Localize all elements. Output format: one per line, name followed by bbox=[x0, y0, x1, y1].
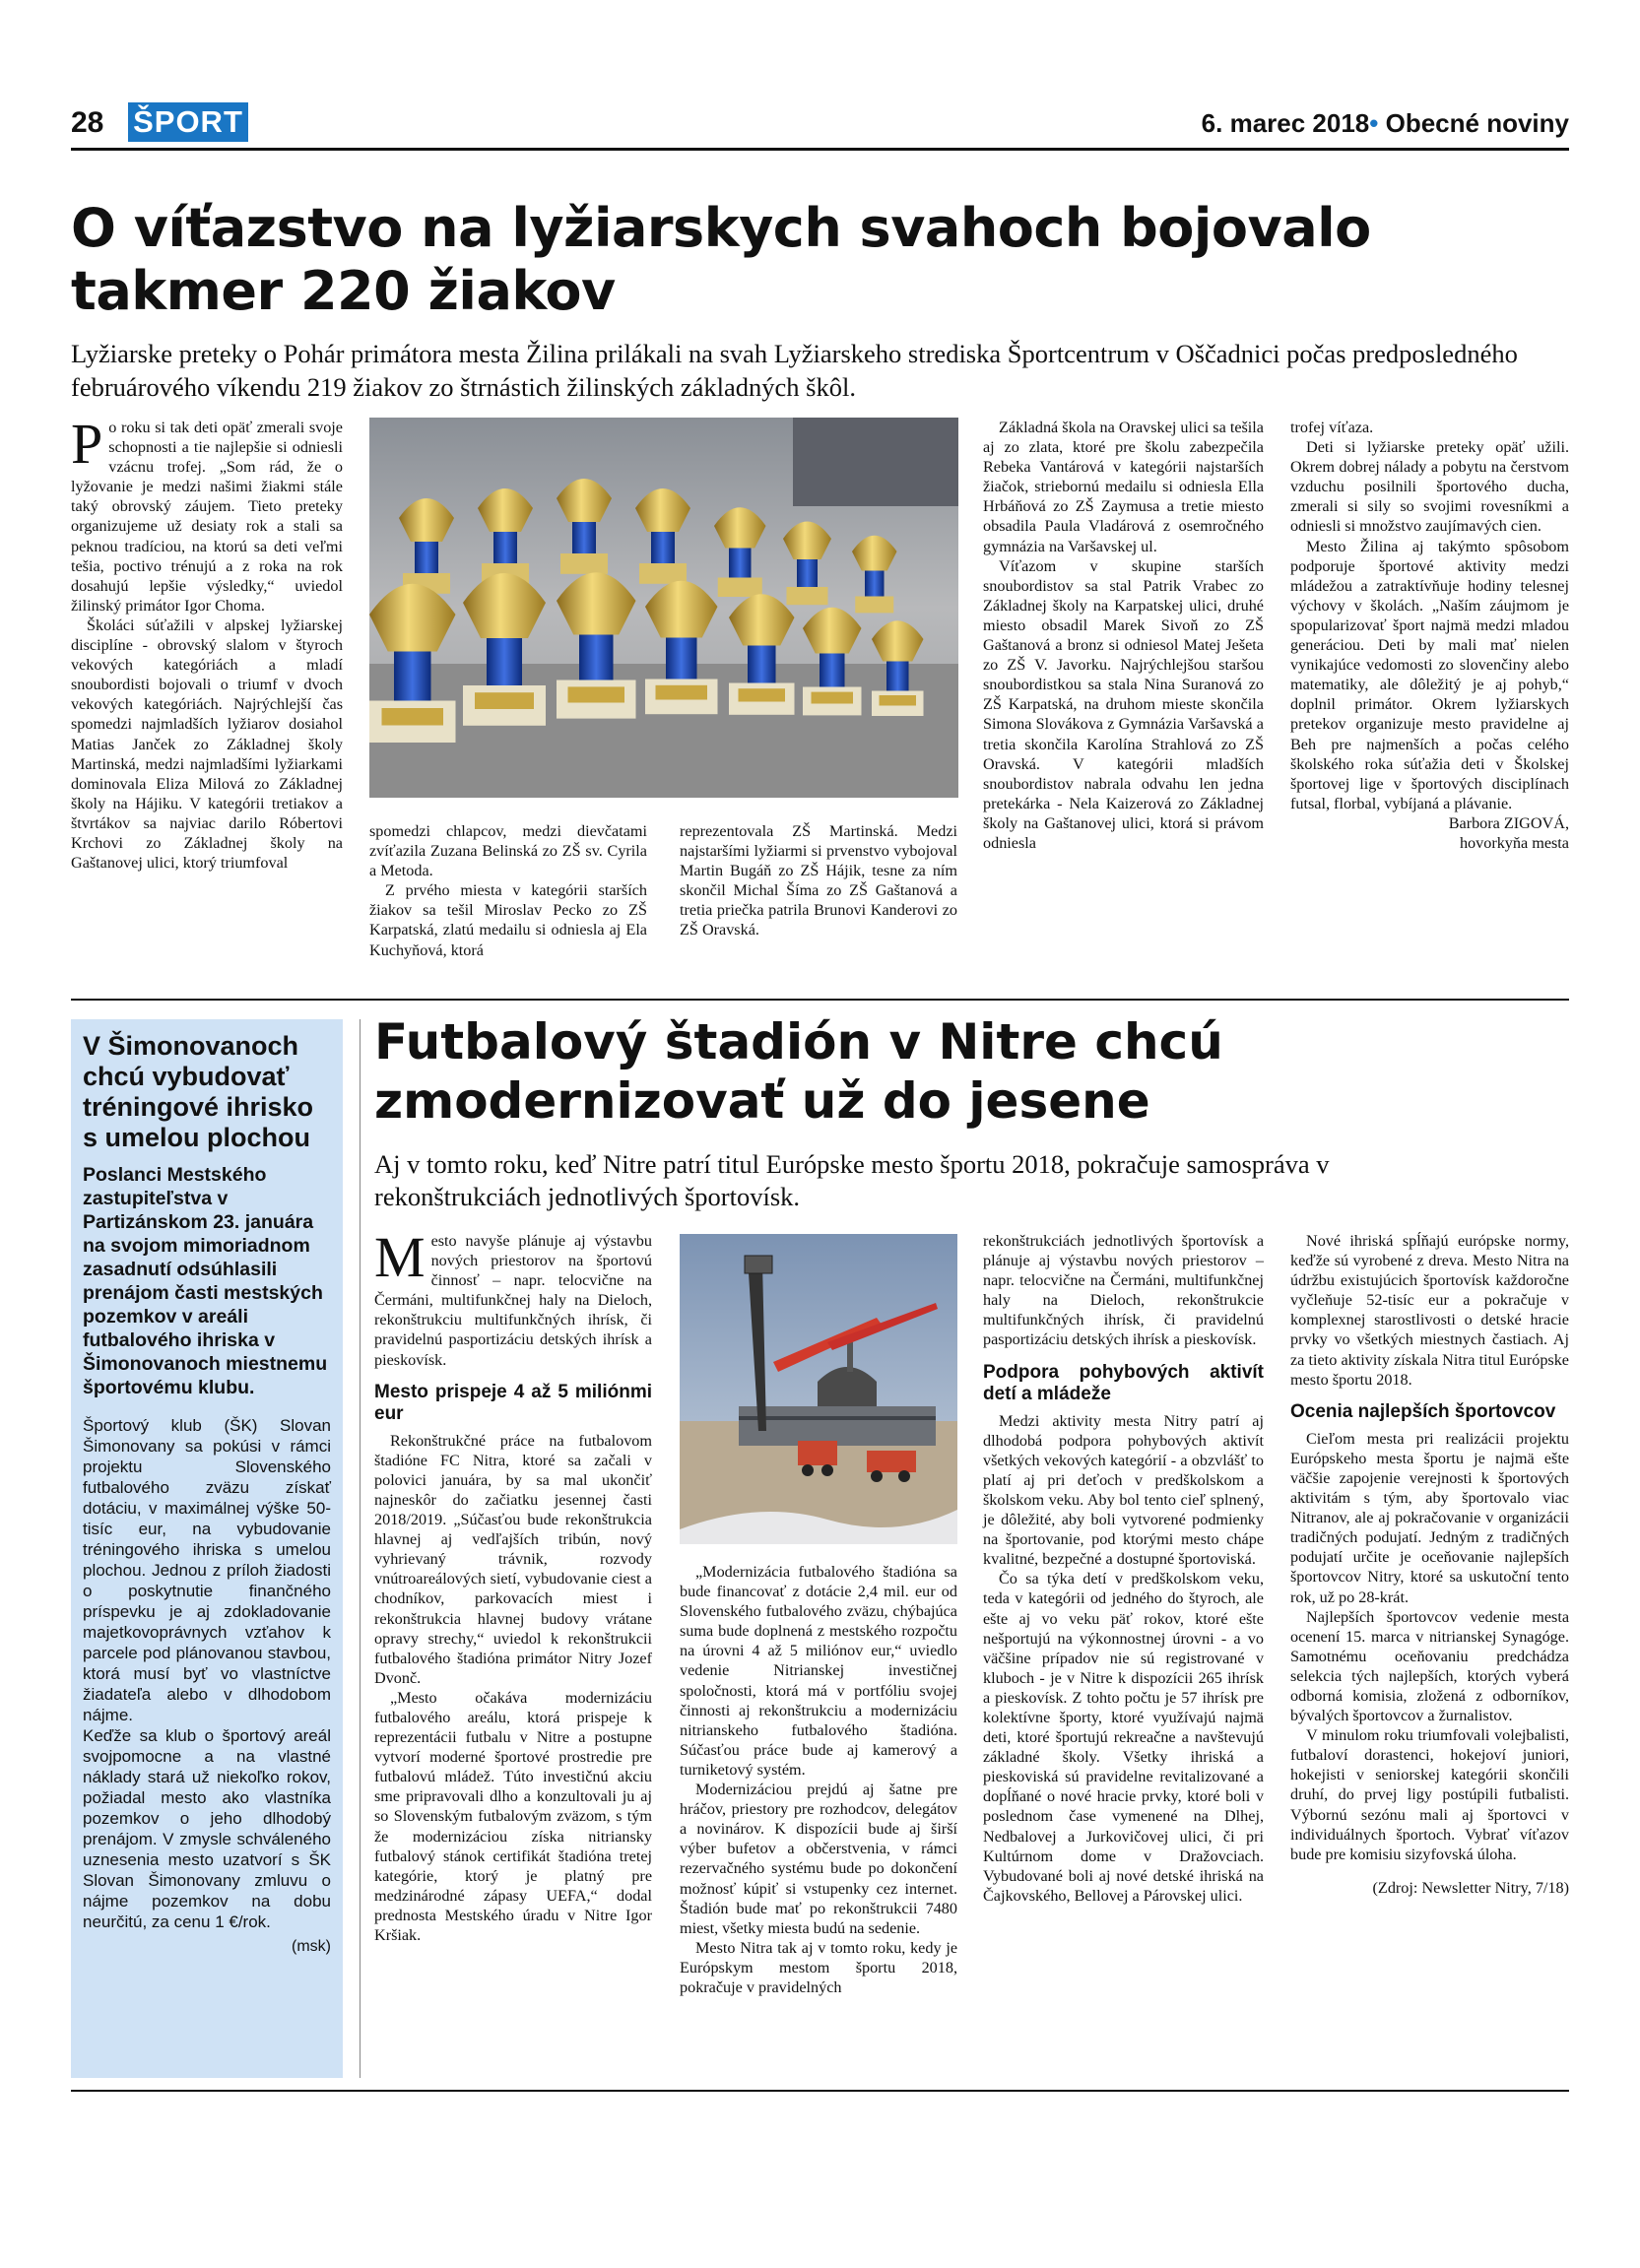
page-number: 28 bbox=[71, 106, 104, 139]
paragraph: reprezentovala ZŠ Martinská. Medzi najstaršími lyžiarmi si prvenstvo vybojoval Martin Bugáň zo ZŠ Hájik, tesne za ním skončil Michal Šíma zo ZŠ Gaštanová a tretia priečka patrila Brunovi Kanderovi zo ZŠ Oravská. bbox=[680, 822, 957, 940]
paragraph: Čo sa týka detí v predškolskom veku, teda v kategórii od jedného do štyroch, ale ešte aj vo veku päť rokov, ktoré ešte nešportujú na výkonnostnej úrovni - a vo väčšine prípadov nie sú registrované v kluboch - je v Nitre k dispozícii 265 ihrísk a pieskovísk. Z tohto počtu je 57 ihrísk pre kolektívne športy, ktoré využívajú najmä deti, ktoré športujú rekreačne a navštevujú základné školy. Všetky ihriská a pieskoviská sú pravidelne revitalizované a dopĺňané o nové hracie prvky, ktoré boli v poslednom čase vymenené na Dlhej, Nedbalovej a Jurkovičovej ulici, či pri Kultúrnom dome v Dražovciach. Vybudované boli aj nové detské ihriská na Čajkovského, Bellovej a Párovskej ulici. bbox=[983, 1570, 1264, 1905]
article1-column-3 bbox=[680, 821, 957, 940]
paragraph: esto navyše plánuje aj výstavbu nových priestorov na športovú činnosť – napr. telocvične na Čermáni, multifunkčnej haly na Dieloch, rekonštrukciu multifunkčných ihrísk, či pravidelnú pasportizáciu detských ihrísk a pieskovísk. bbox=[374, 1232, 652, 1369]
article2-source: (Zdroj: Newsletter Nitry, 7/18) bbox=[1372, 1878, 1569, 1897]
sidebar-signature: (msk) bbox=[292, 1938, 331, 1955]
paragraph: Modernizáciou prejdú aj šatne pre hráčov, priestory pre rozhodcov, delegátov a novinárov. K dispozícii bude aj širší výber bufetov a občerstvenia, v rámci rezervačného systému bude po dokončení možnosť kúpiť si vstupenky cez internet. Štadión bude mať po rekonštrukcii 7480 miest, všetky miesta budú na sedenie. bbox=[680, 1781, 957, 1937]
paragraph: Keďže sa klub o športový areál svojpomocne a na vlastné náklady stará už niekoľko rokov, požiadal mesto ako vlastníka pozemkov o jeho dlhodobý prenájom. V zmysle schváleného uznesenia mesto uzatvorí s ŠK Slovan Šimonovany zmluvu o nájme pozemkov na dobu neurčitú, za cenu 1 €/rok. bbox=[83, 1726, 331, 1931]
article2-lead: Aj v tomto roku, keď Nitre patrí titul Európske mesto športu 2018, pokračuje samospráva v rekonštrukciách jednotlivých športovísk. bbox=[374, 1149, 1330, 1211]
paragraph: Najlepších športovcov vedenie mesta ocenení 15. marca v nitrianskej Synagóge. Samotnému oceňovaniu predchádza selekcia tých najlepších, ktorých vyberá odborná komisia, zložená z odborníkov, bývalých športovcov a žurnalistov. bbox=[1290, 1607, 1569, 1725]
section-label: ŠPORT bbox=[128, 102, 248, 142]
paragraph: rekonštrukciách jednotlivých športovísk a plánuje aj výstavbu nových priestorov – napr. telocvične na Čermáni, multifunkčnej haly na Dieloch, rekonštrukcie multifunkčných ihrísk, či pravidelnú pasportizáciu detských ihrísk a pieskovísk. bbox=[983, 1232, 1264, 1349]
separator-dot: • bbox=[1369, 108, 1379, 138]
article1-headline: O víťazstvo na lyžiarskych svahoch bojovalo takmer 220 žiakov bbox=[71, 197, 1371, 322]
subheading: Podpora pohybových aktivít detí a mládeže bbox=[983, 1361, 1264, 1404]
paragraph: Nové ihriská spĺňajú európske normy, keďže sú vyrobené z dreva. Mesto Nitra na údržbu existujúcich športovísk každoročne vyčleňuje 52-tisíc eur a pokračuje v komplexnej starostlivosti o detské hracie prvky vo všetkých miestnych častiach. Aj za tieto aktivity získala Nitra titul Európske mesto športu 2018. bbox=[1290, 1232, 1569, 1389]
paragraph: „Modernizácia futbalového štadióna sa bude financovať z dotácie 2,4 mil. eur od Slovenského futbalového zväzu, chýbajúca suma bude doplnená z mestského rozpočtu na úrovni 4 až 5 miliónov eur,“ uviedlo vedenie Nitrianskej investičnej spoločnosti, ktorá má v portfóliu svojej činnosti aj rekonštrukciu a modernizáciu nitrianskeho futbalového štadióna. Súčasťou práce bude aj kamerový a turniketový systém. bbox=[680, 1563, 957, 1779]
paragraph: Deti si lyžiarske preteky opäť užili. Okrem dobrej nálady a pobytu na čerstvom vzduchu posilnili športového ducha, zmerali si sily so svojimi rovesníkmi a odniesli si množstvo zaujímavých cien. bbox=[1290, 438, 1569, 536]
subheading: Mesto prispeje 4 až 5 miliónmi eur bbox=[374, 1381, 652, 1424]
article2-dropcap: M bbox=[374, 1225, 426, 1289]
article1-author-role: hovorkyňa mesta bbox=[1459, 833, 1569, 852]
paragraph: spomedzi chlapcov, medzi dievčatami zvíťazila Zuzana Belinská zo ZŠ sv. Cyrila a Metoda. bbox=[369, 822, 647, 880]
sidebar-title: V Šimonovanoch chcú vybudovať tréningové ihrisko s umelou plochou bbox=[83, 1031, 314, 1152]
header-rule bbox=[71, 148, 1569, 151]
article1-column-5 bbox=[1290, 418, 1569, 853]
paragraph: Športový klub (ŠK) Slovan Šimonovany sa pokúsi v rámci projektu Slovenského futbalového zväzu získať dotáciu, v maximálnej výške 50-tisíc eur, na vybudovanie tréningového ihriska s umelou plochou. Jednou z príloh žiadosti o poskytnutie finančného príspevku je aj zdokladovanie majetkovoprávnych vzťahov k parcele pod plánovanou stavbou, ktorá musí byť vo vlastníctve žiadateľa alebo v dlhodobom nájme. bbox=[83, 1416, 331, 1724]
paragraph: Medzi aktivity mesta Nitry patrí aj dlhodobá podpora pohybových aktivít všetkých vekových kategórií - a obzvlášť to platí aj pri deťoch v predškolskom a školskom veku. Aby bol tento cieľ splnený, je dôležité, aby boli vytvorené podmienky na športovanie, pod ktorými mesto chápe kvalitné, bezpečné a dostupné športoviská. bbox=[983, 1411, 1264, 1569]
sidebar-box bbox=[71, 1019, 343, 2078]
stadium-photo bbox=[680, 1234, 957, 1544]
footer-rule bbox=[71, 2090, 1569, 2092]
paragraph: o roku si tak deti opäť zmerali svoje schopnosti a tie najlepšie si odniesli vzácnu trofej. „Som rád, že o lyžovanie je medzi našimi žiakmi stále taký obrovský záujem. Tieto preteky organizujeme už desiaty rok a stali sa peknou tradíciou, na ktorú sa deti veľmi tešia, poctivo trénujú a z roka na rok dosahujú lepšie výsledky,“ uviedol žilinský primátor Igor Choma. bbox=[71, 419, 343, 615]
paragraph: trofej víťaza. bbox=[1290, 419, 1374, 436]
article2-column-4 bbox=[1290, 1231, 1569, 1898]
issue-info bbox=[1202, 108, 1569, 139]
paragraph: Mesto Žilina aj takýmto spôsobom podporuje športové aktivity medzi mládežou a zatraktívňuje hodiny telesnej výchovy v školách. „Naším záujmom je spopularizovať šport najmä medzi mladou generáciou. Deti by mali mať nielen vynikajúce vedomosti zo slovenčiny alebo matematiky, ale dôležitý je aj pohyb,“ doplnil primátor. Okrem lyžiarskych pretekov organizuje mesto pravidelne aj Beh pre najmenších a počas celého školského roka súťažia deti v Školskej športovej lige v športových disciplínach futsal, florbal, vybíjaná a plávanie. bbox=[1290, 537, 1569, 812]
paragraph: V minulom roku triumfovali volejbalisti, futbaloví dorastenci, hokejoví juniori, hokejisti v seniorskej kategórii skončili druhí, do prvej ligy postúpili futbalisti. Výbornú sezónu mali aj športovci v individuálnych športoch. Vybrať víťazov bude pre komisiu sizyfovská úloha. bbox=[1290, 1726, 1569, 1863]
article1-column-4 bbox=[983, 418, 1264, 853]
paragraph: Víťazom v skupine starších snoubordistov sa stal Patrik Vrabec zo Základnej školy na Karpatskej ulici, druhé miesto obsadil Marek Sivoň zo ZŠ Gaštanová a bronz si odniesol Matej Ješeta zo ZŠ V. Javorku. Najrýchlejšou staršou snoubordistkou sa stala Nina Suranová zo ZŠ Karpatská, na druhom mieste skončila Simona Slovákova z Gymnázia Varšavská a tretia skončila Karolína Strahlová zo ZŠ Oravská. V kategórii mladších snoubordistov nabrala odvahu len jedna pretekárka - Nela Kaizerová zo Základnej školy na Gaštanovej ulici, ktorá si právom odniesla bbox=[983, 556, 1264, 852]
paragraph: Základná škola na Oravskej ulici sa tešila aj zo zlata, ktoré pre školu zabezpečila Rebeka Vantárová v kategórii najstarších žiačok, striebornú medailu si odniesla Ella Hrbáňová zo ZŠ Zaymusa a tretie miesto obsadila Paula Vladárová z osemročného gymnázia na Varšavskej ul. bbox=[983, 419, 1264, 555]
trophies-image-icon bbox=[369, 418, 958, 798]
sidebar-body bbox=[83, 1415, 331, 1932]
article1-lead: Lyžiarske preteky o Pohár primátora mesta Žilina prilákali na svah Lyžiarskeho strediska Športcentrum v Oščadnici počas predposledného februárového víkendu 219 žiakov zo štrnástich žilinských základných škôl. bbox=[71, 339, 1518, 402]
section-divider bbox=[71, 999, 1569, 1001]
subheading: Ocenia najlepších športovcov bbox=[1290, 1400, 1556, 1422]
paragraph: Rekonštrukčné práce na futbalovom štadióne FC Nitra, ktoré sa začali v polovici januára, by sa mal ukončiť najneskôr do začiatku jesennej časti 2018/2019. „Súčasťou bude rekonštrukcia hlavnej aj vedľajších tribún, nový vyhrievaný trávnik, rozvody vnútroareálových sietí, vybudovanie ciest a chodníkov, parkovacích miest i rekonštrukcia hlavnej budovy vrátane opravy strechy,“ uviedol k rekonštrukcii futbalového štadióna primátor Nitry Jozef Dvonč. bbox=[374, 1431, 652, 1687]
article1-column-2 bbox=[369, 821, 647, 960]
sidebar-lead: Poslanci Mestského zastupiteľstva v Partizánskom 23. januára na svojom mimoriadnom zasadnutí odsúhlasili prenájom časti mestských pozemkov v areáli futbalového ihriska v Šimonovanoch miestnemu športovému klubu. bbox=[83, 1164, 328, 1398]
paragraph: Z prvého miesta v kategórii starších žiakov sa tešil Miroslav Pecko zo ZŠ Karpatská, zlatú medailu si odniesla aj Ela Kuchyňová, ktorá bbox=[369, 881, 647, 959]
publication-name: Obecné noviny bbox=[1385, 108, 1569, 138]
column-divider bbox=[360, 1019, 361, 2078]
article1-author: Barbora ZIGOVÁ, bbox=[1448, 813, 1569, 832]
article2-column-2 bbox=[680, 1562, 957, 1997]
paragraph: Cieľom mesta pri realizácii projektu Európskeho mesta športu je najmä ešte väčšie zapojenie verejnosti k športových aktivitám s tým, aby športovalo viac Nitranov, ale aj pokračovanie v organizácii tradičných podujatí. Jedným z tradičných podujatí určite je oceňovanie najlepších športovcov Nitry, ktoré sa uskutoční tento rok, už po 28-krát. bbox=[1290, 1429, 1569, 1606]
trophies-photo bbox=[369, 418, 958, 798]
paragraph: „Mesto očakáva modernizáciu futbalového areálu, ktorá prispeje k reprezentácii futbalu v Nitre a postupne vytvorí moderné športové prostredie pre futbalovú mládež. Túto investičnú akciu sme pripravovali dlho a konzultovali ju aj so Slovenským futbalovým zväzom, s tým že modernizáciou získa nitriansky futbalový stánok certifikát štadióna tretej kategórie, ktorý je platný pre medzinárodné zápasy UEFA,“ dodal prednosta Mestského úradu v Nitre Igor Kršiak. bbox=[374, 1688, 652, 1944]
article2-headline: Futbalový štadión v Nitre chcú zmodernizovať už do jesene bbox=[374, 1013, 1223, 1130]
article1-column-1 bbox=[71, 412, 343, 873]
paragraph: Mesto Nitra tak aj v tomto roku, kedy je Európskym mestom športu 2018, pokračuje v pravidelných bbox=[680, 1938, 957, 1996]
article1-dropcap: P bbox=[71, 412, 103, 476]
paragraph: Školáci súťažili v alpskej lyžiarskej disciplíne - obrovský slalom v štyroch vekových kategóriách a mladí snoubordisti bojovali o triumf v dvoch vekových kategóriách. Najrýchlejší čas spomedzi najmladších lyžiarov dosiahol Matias Janček zo Základnej školy Martinská, medzi najmladšími lyžiarkami dominovala Eliza Milová zo Základnej školy na Hájiku. V kategórii tretiakov a štvrtákov sa najviac darilo Róbertovi Krchovi zo Základnej školy na Gaštanovej ulici, ktorý triumfoval bbox=[71, 616, 343, 873]
article2-column-1 bbox=[374, 1225, 652, 1945]
article2-column-3 bbox=[983, 1231, 1264, 1906]
issue-date: 6. marec 2018 bbox=[1201, 108, 1370, 138]
stadium-construction-image-icon bbox=[680, 1234, 957, 1544]
